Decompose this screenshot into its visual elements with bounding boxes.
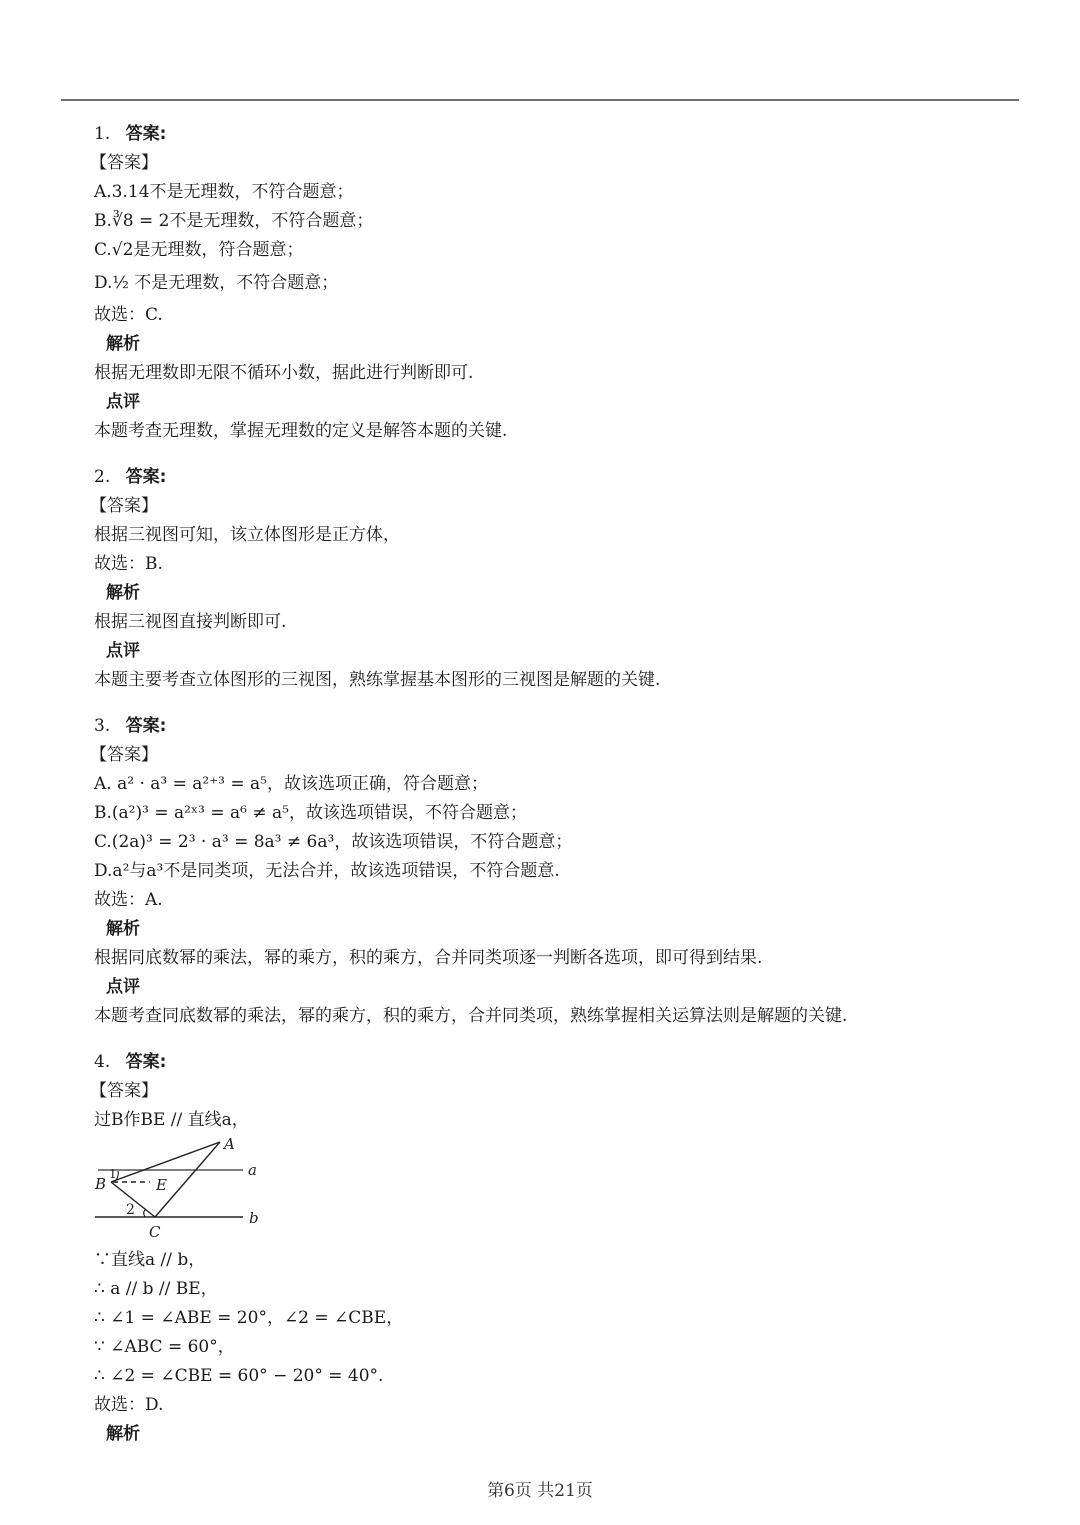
answer-line: C.√2是无理数，符合题意； [94, 240, 304, 260]
analysis-title: 解析 [106, 583, 140, 603]
answer-line: 根据三视图可知，该立体图形是正方体， [94, 525, 400, 545]
answer-line: 过B作BE // 直线a， [94, 1110, 249, 1130]
answer-bracket-label: 【答案】 [90, 496, 158, 516]
label-e-point: E [156, 1176, 167, 1194]
answer-line: 故选：D. [94, 1395, 164, 1415]
comment-text: 本题主要考查立体图形的三视图，熟练掌握基本图形的三视图是解题的关键. [94, 670, 661, 690]
question-heading [94, 1048, 1014, 1077]
answer-line: ∵直线a // b， [94, 1250, 206, 1270]
answer-line: D.a²与a³不是同类项，无法合并，故该选项错误，不符合题意. [94, 861, 560, 881]
comment-title: 点评 [106, 641, 140, 661]
answer-line: A. a² · a³ = a²⁺³ = a⁵，故该选项正确，符合题意； [94, 774, 488, 794]
label-c-point: C [149, 1223, 161, 1241]
page-footer: 第6页 共21页 [487, 1481, 593, 1501]
question-heading [94, 463, 1014, 492]
analysis-title: 解析 [106, 334, 140, 354]
question-4 [90, 1048, 1014, 1449]
question-number: 4. [94, 1052, 111, 1072]
answer-document [90, 120, 1014, 1449]
label-line-a: a [248, 1161, 257, 1179]
analysis-title: 解析 [106, 919, 140, 939]
comment-title: 点评 [106, 977, 140, 997]
question-3 [90, 712, 1014, 1031]
answer-line: D.½ 不是无理数，不符合题意； [94, 273, 339, 293]
answer-line: B.(a²)³ = a²ˣ³ = a⁶ ≠ a⁵，故该选项错误，不符合题意； [94, 803, 527, 823]
parallel-lines-triangle-diagram [92, 1137, 272, 1242]
question-number: 3. [94, 716, 111, 736]
analysis-text: 根据同底数幂的乘法，幂的乘方，积的乘方，合并同类项逐一判断各选项，即可得到结果. [94, 948, 763, 968]
answer-line: ∴ a // b // BE， [94, 1279, 218, 1299]
analysis-text: 根据三视图直接判断即可. [94, 612, 287, 632]
question-2 [90, 463, 1014, 695]
answer-line: B.∛8 = 2不是无理数，不符合题意； [94, 211, 374, 231]
answer-label: 答案: [125, 467, 167, 487]
comment-text: 本题考查无理数，掌握无理数的定义是解答本题的关键. [94, 421, 508, 441]
question-heading [94, 712, 1014, 741]
spacer [94, 446, 1014, 463]
answer-line: ∵ ∠ABC = 60°， [94, 1337, 235, 1357]
analysis-text: 根据无理数即无限不循环小数，据此进行判断即可. [94, 363, 474, 383]
answer-bracket-label: 【答案】 [90, 1081, 158, 1101]
answer-line: ∴ ∠1 = ∠ABE = 20°，∠2 = ∠CBE， [94, 1308, 404, 1328]
label-a-point: A [224, 1137, 235, 1153]
header-divider [61, 99, 1019, 101]
answer-label: 答案: [125, 124, 167, 144]
question-heading [94, 120, 1014, 149]
spacer [94, 695, 1014, 712]
answer-label: 答案: [125, 716, 167, 736]
label-angle-1: 1 [109, 1167, 117, 1181]
answer-label: 答案: [125, 1052, 167, 1072]
question-1 [90, 120, 1014, 446]
answer-line: 故选：B. [94, 554, 163, 574]
comment-text: 本题考查同底数幂的乘法，幂的乘方，积的乘方，合并同类项，熟练掌握相关运算法则是解题的关键. [94, 1006, 848, 1026]
comment-title: 点评 [106, 392, 140, 412]
label-angle-2: 2 [126, 1202, 135, 1218]
answer-bracket-label: 【答案】 [90, 745, 158, 765]
answer-line: A.3.14不是无理数，不符合题意； [94, 182, 354, 202]
spacer [94, 1031, 1014, 1048]
label-b-point: B [95, 1175, 107, 1193]
question-number: 1. [94, 124, 111, 144]
answer-line: 故选：C. [94, 305, 163, 325]
label-line-b: b [249, 1209, 259, 1227]
analysis-title: 解析 [106, 1424, 140, 1444]
answer-line: C.(2a)³ = 2³ · a³ = 8a³ ≠ 6a³，故该选项错误，不符合题意； [94, 832, 573, 852]
answer-line: ∴ ∠2 = ∠CBE = 60° − 20° = 40°. [94, 1366, 384, 1386]
answer-line: 故选：A. [94, 890, 163, 910]
answer-bracket-label: 【答案】 [90, 153, 158, 173]
question-number: 2. [94, 467, 111, 487]
